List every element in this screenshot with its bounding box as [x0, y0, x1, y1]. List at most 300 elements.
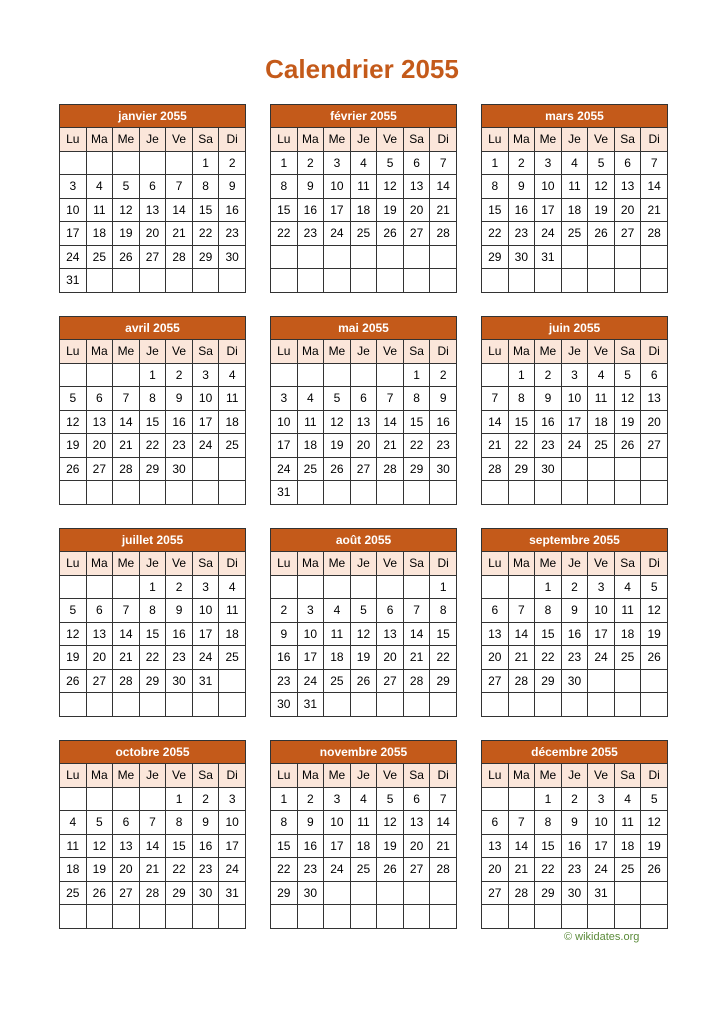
month-title: octobre 2055 [60, 741, 246, 764]
empty-cell [614, 905, 641, 929]
day-cell: 8 [403, 387, 430, 411]
day-cell: 22 [271, 222, 298, 246]
day-cell: 19 [324, 434, 351, 458]
day-cell: 9 [219, 175, 246, 199]
empty-cell [219, 481, 246, 505]
month-title: mars 2055 [482, 105, 668, 128]
day-cell: 15 [139, 410, 166, 434]
empty-cell [641, 269, 668, 293]
day-cell: 27 [403, 858, 430, 882]
month-calendar [59, 104, 246, 293]
day-cell: 25 [60, 881, 87, 905]
empty-cell [60, 481, 87, 505]
day-cell: 20 [86, 434, 113, 458]
weekday-label: Di [430, 764, 457, 788]
day-cell: 17 [561, 410, 588, 434]
day-cell: 11 [614, 811, 641, 835]
day-cell: 19 [641, 622, 668, 646]
empty-cell [535, 905, 562, 929]
month-title: février 2055 [271, 105, 457, 128]
day-cell: 20 [482, 646, 509, 670]
day-cell: 30 [166, 457, 193, 481]
day-cell: 22 [271, 858, 298, 882]
day-cell: 11 [60, 834, 87, 858]
empty-cell [588, 269, 615, 293]
day-cell: 13 [350, 410, 377, 434]
day-cell: 22 [535, 646, 562, 670]
weekday-label: Ve [166, 340, 193, 364]
weekday-label: Sa [614, 128, 641, 152]
empty-cell [482, 481, 509, 505]
empty-cell [430, 905, 457, 929]
day-cell: 23 [166, 646, 193, 670]
day-cell: 14 [430, 175, 457, 199]
day-cell: 27 [377, 669, 404, 693]
day-cell: 10 [588, 599, 615, 623]
day-cell: 8 [192, 175, 219, 199]
weekday-label: Lu [482, 552, 509, 576]
month-calendar [270, 316, 457, 505]
empty-cell [297, 905, 324, 929]
day-cell: 25 [350, 858, 377, 882]
weekday-label: Sa [403, 552, 430, 576]
day-cell: 8 [166, 811, 193, 835]
weekday-label: Ve [377, 128, 404, 152]
weekday-label: Lu [482, 340, 509, 364]
day-cell: 16 [430, 410, 457, 434]
day-cell: 6 [403, 151, 430, 175]
day-cell: 25 [324, 669, 351, 693]
day-cell: 6 [86, 387, 113, 411]
day-cell: 21 [377, 434, 404, 458]
month-calendar [270, 104, 457, 293]
day-cell: 2 [166, 575, 193, 599]
empty-cell [561, 693, 588, 717]
day-cell: 24 [324, 858, 351, 882]
day-cell: 21 [508, 858, 535, 882]
empty-cell [614, 457, 641, 481]
day-cell: 8 [482, 175, 509, 199]
day-cell: 22 [403, 434, 430, 458]
day-cell: 29 [271, 881, 298, 905]
day-cell: 17 [219, 834, 246, 858]
empty-cell [641, 245, 668, 269]
empty-cell [508, 905, 535, 929]
day-cell: 18 [588, 410, 615, 434]
empty-cell [403, 693, 430, 717]
day-cell: 21 [139, 858, 166, 882]
empty-cell [297, 481, 324, 505]
day-cell: 7 [377, 387, 404, 411]
month-calendar [59, 740, 246, 929]
weekday-label: Ma [508, 552, 535, 576]
day-cell: 22 [535, 858, 562, 882]
day-cell: 20 [139, 222, 166, 246]
month-calendar [481, 528, 668, 717]
day-cell: 30 [192, 881, 219, 905]
day-cell: 23 [271, 669, 298, 693]
day-cell: 27 [614, 222, 641, 246]
day-cell: 10 [219, 811, 246, 835]
weekday-label: Sa [403, 128, 430, 152]
day-cell: 23 [219, 222, 246, 246]
day-cell: 18 [561, 198, 588, 222]
empty-cell [86, 363, 113, 387]
day-cell: 17 [192, 622, 219, 646]
day-cell: 8 [508, 387, 535, 411]
empty-cell [271, 245, 298, 269]
empty-cell [166, 269, 193, 293]
empty-cell [86, 151, 113, 175]
day-cell: 9 [535, 387, 562, 411]
empty-cell [614, 669, 641, 693]
weekday-label: Ma [86, 764, 113, 788]
day-cell: 19 [377, 198, 404, 222]
weekday-label: Ma [297, 552, 324, 576]
day-cell: 22 [508, 434, 535, 458]
day-cell: 18 [350, 198, 377, 222]
empty-cell [641, 881, 668, 905]
day-cell: 9 [561, 599, 588, 623]
day-cell: 10 [324, 175, 351, 199]
day-cell: 13 [113, 834, 140, 858]
day-cell: 26 [614, 434, 641, 458]
weekday-label: Ma [297, 128, 324, 152]
day-cell: 20 [86, 646, 113, 670]
weekday-label: Me [535, 340, 562, 364]
day-cell: 9 [561, 811, 588, 835]
day-cell: 26 [377, 222, 404, 246]
day-cell: 10 [588, 811, 615, 835]
day-cell: 14 [113, 410, 140, 434]
day-cell: 30 [430, 457, 457, 481]
empty-cell [86, 575, 113, 599]
empty-cell [324, 245, 351, 269]
empty-cell [60, 693, 87, 717]
day-cell: 30 [561, 669, 588, 693]
day-cell: 26 [641, 858, 668, 882]
day-cell: 12 [324, 410, 351, 434]
empty-cell [86, 481, 113, 505]
day-cell: 21 [482, 434, 509, 458]
empty-cell [561, 905, 588, 929]
month-calendar [481, 104, 668, 293]
empty-cell [219, 905, 246, 929]
day-cell: 20 [641, 410, 668, 434]
day-cell: 25 [561, 222, 588, 246]
day-cell: 11 [350, 811, 377, 835]
day-cell: 23 [535, 434, 562, 458]
day-cell: 12 [86, 834, 113, 858]
day-cell: 28 [508, 881, 535, 905]
day-cell: 24 [535, 222, 562, 246]
weekday-label: Ve [588, 764, 615, 788]
weekday-label: Je [350, 340, 377, 364]
day-cell: 5 [377, 787, 404, 811]
day-cell: 30 [508, 245, 535, 269]
empty-cell [508, 481, 535, 505]
weekday-label: Ve [377, 764, 404, 788]
empty-cell [139, 269, 166, 293]
empty-cell [641, 669, 668, 693]
weekday-label: Di [430, 128, 457, 152]
empty-cell [192, 457, 219, 481]
empty-cell [271, 363, 298, 387]
empty-cell [614, 693, 641, 717]
weekday-label: Je [561, 552, 588, 576]
empty-cell [350, 881, 377, 905]
weekday-label: Lu [60, 764, 87, 788]
empty-cell [86, 693, 113, 717]
day-cell: 1 [430, 575, 457, 599]
weekday-label: Di [641, 552, 668, 576]
day-cell: 7 [508, 811, 535, 835]
day-cell: 11 [561, 175, 588, 199]
day-cell: 13 [482, 834, 509, 858]
day-cell: 23 [508, 222, 535, 246]
day-cell: 6 [482, 811, 509, 835]
day-cell: 16 [535, 410, 562, 434]
day-cell: 19 [113, 222, 140, 246]
day-cell: 30 [561, 881, 588, 905]
day-cell: 5 [641, 575, 668, 599]
day-cell: 8 [139, 387, 166, 411]
weekday-label: Je [139, 552, 166, 576]
day-cell: 24 [324, 222, 351, 246]
empty-cell [403, 905, 430, 929]
day-cell: 28 [403, 669, 430, 693]
day-cell: 9 [297, 811, 324, 835]
day-cell: 16 [219, 198, 246, 222]
day-cell: 11 [219, 599, 246, 623]
day-cell: 22 [139, 646, 166, 670]
empty-cell [113, 151, 140, 175]
day-cell: 8 [430, 599, 457, 623]
day-cell: 31 [588, 881, 615, 905]
day-cell: 1 [508, 363, 535, 387]
day-cell: 19 [377, 834, 404, 858]
day-cell: 9 [271, 622, 298, 646]
day-cell: 26 [60, 457, 87, 481]
day-cell: 26 [324, 457, 351, 481]
day-cell: 31 [297, 693, 324, 717]
day-cell: 9 [297, 175, 324, 199]
day-cell: 4 [588, 363, 615, 387]
weekday-label: Di [219, 128, 246, 152]
page-title: Calendrier 2055 [265, 54, 459, 84]
empty-cell [377, 881, 404, 905]
day-cell: 22 [192, 222, 219, 246]
month-table [59, 104, 246, 293]
day-cell: 17 [297, 646, 324, 670]
day-cell: 15 [430, 622, 457, 646]
empty-cell [641, 457, 668, 481]
day-cell: 5 [60, 599, 87, 623]
day-cell: 10 [271, 410, 298, 434]
day-cell: 14 [430, 811, 457, 835]
weekday-label: Ve [377, 552, 404, 576]
month-title: mai 2055 [271, 317, 457, 340]
day-cell: 16 [192, 834, 219, 858]
day-cell: 21 [113, 646, 140, 670]
day-cell: 1 [139, 575, 166, 599]
weekday-label: Ve [588, 552, 615, 576]
month-title: juin 2055 [482, 317, 668, 340]
day-cell: 3 [324, 151, 351, 175]
day-cell: 13 [139, 198, 166, 222]
empty-cell [60, 575, 87, 599]
day-cell: 30 [166, 669, 193, 693]
day-cell: 12 [614, 387, 641, 411]
empty-cell [60, 151, 87, 175]
day-cell: 1 [192, 151, 219, 175]
month-table [270, 528, 457, 717]
day-cell: 12 [60, 622, 87, 646]
day-cell: 14 [482, 410, 509, 434]
day-cell: 21 [641, 198, 668, 222]
day-cell: 27 [86, 457, 113, 481]
weekday-label: Lu [271, 340, 298, 364]
empty-cell [139, 151, 166, 175]
weekday-label: Ma [508, 128, 535, 152]
day-cell: 1 [535, 787, 562, 811]
day-cell: 16 [508, 198, 535, 222]
day-cell: 2 [271, 599, 298, 623]
day-cell: 31 [219, 881, 246, 905]
day-cell: 8 [535, 599, 562, 623]
empty-cell [377, 693, 404, 717]
day-cell: 19 [588, 198, 615, 222]
day-cell: 16 [561, 622, 588, 646]
month-title: janvier 2055 [60, 105, 246, 128]
day-cell: 26 [377, 858, 404, 882]
empty-cell [403, 481, 430, 505]
day-cell: 13 [403, 175, 430, 199]
day-cell: 27 [139, 245, 166, 269]
day-cell: 25 [297, 457, 324, 481]
weekday-label: Sa [192, 764, 219, 788]
day-cell: 17 [324, 198, 351, 222]
month-table [270, 316, 457, 505]
empty-cell [113, 575, 140, 599]
footer-credit: © wikidates.org [564, 931, 640, 943]
day-cell: 9 [166, 387, 193, 411]
day-cell: 16 [271, 646, 298, 670]
weekday-label: Ve [588, 340, 615, 364]
weekday-label: Me [535, 552, 562, 576]
empty-cell [535, 693, 562, 717]
day-cell: 25 [86, 245, 113, 269]
day-cell: 6 [113, 811, 140, 835]
day-cell: 19 [350, 646, 377, 670]
empty-cell [561, 457, 588, 481]
day-cell: 20 [403, 834, 430, 858]
weekday-label: Me [324, 340, 351, 364]
empty-cell [324, 481, 351, 505]
empty-cell [614, 481, 641, 505]
day-cell: 24 [219, 858, 246, 882]
weekday-label: Ma [508, 764, 535, 788]
day-cell: 8 [535, 811, 562, 835]
empty-cell [377, 905, 404, 929]
empty-cell [192, 481, 219, 505]
day-cell: 11 [86, 198, 113, 222]
day-cell: 17 [192, 410, 219, 434]
weekday-label: Ve [166, 764, 193, 788]
day-cell: 2 [297, 151, 324, 175]
weekday-label: Me [113, 552, 140, 576]
day-cell: 16 [297, 198, 324, 222]
day-cell: 7 [113, 599, 140, 623]
day-cell: 4 [614, 787, 641, 811]
day-cell: 13 [403, 811, 430, 835]
empty-cell [271, 905, 298, 929]
day-cell: 15 [403, 410, 430, 434]
month-title: juillet 2055 [60, 529, 246, 552]
day-cell: 3 [588, 575, 615, 599]
day-cell: 24 [271, 457, 298, 481]
day-cell: 2 [561, 575, 588, 599]
day-cell: 17 [588, 834, 615, 858]
weekday-label: Sa [192, 552, 219, 576]
day-cell: 1 [271, 151, 298, 175]
day-cell: 15 [139, 622, 166, 646]
month-table [481, 316, 668, 505]
day-cell: 24 [192, 434, 219, 458]
day-cell: 4 [561, 151, 588, 175]
day-cell: 4 [219, 575, 246, 599]
day-cell: 21 [113, 434, 140, 458]
day-cell: 25 [350, 222, 377, 246]
day-cell: 13 [86, 622, 113, 646]
day-cell: 9 [430, 387, 457, 411]
day-cell: 8 [139, 599, 166, 623]
month-calendar [481, 740, 668, 929]
month-calendar [270, 740, 457, 929]
day-cell: 26 [641, 646, 668, 670]
empty-cell [86, 787, 113, 811]
day-cell: 15 [535, 834, 562, 858]
day-cell: 4 [350, 151, 377, 175]
empty-cell [113, 481, 140, 505]
day-cell: 3 [219, 787, 246, 811]
day-cell: 2 [535, 363, 562, 387]
day-cell: 4 [60, 811, 87, 835]
day-cell: 25 [219, 646, 246, 670]
day-cell: 6 [86, 599, 113, 623]
day-cell: 28 [113, 669, 140, 693]
day-cell: 22 [482, 222, 509, 246]
day-cell: 12 [60, 410, 87, 434]
weekday-label: Ma [86, 552, 113, 576]
day-cell: 18 [350, 834, 377, 858]
day-cell: 18 [219, 410, 246, 434]
month-title: août 2055 [271, 529, 457, 552]
weekday-label: Di [430, 340, 457, 364]
empty-cell [535, 481, 562, 505]
day-cell: 14 [113, 622, 140, 646]
empty-cell [113, 363, 140, 387]
day-cell: 12 [113, 198, 140, 222]
day-cell: 29 [139, 669, 166, 693]
day-cell: 5 [324, 387, 351, 411]
day-cell: 12 [377, 175, 404, 199]
weekday-label: Lu [482, 764, 509, 788]
empty-cell [219, 669, 246, 693]
day-cell: 23 [166, 434, 193, 458]
month-table [59, 740, 246, 929]
month-title: novembre 2055 [271, 741, 457, 764]
